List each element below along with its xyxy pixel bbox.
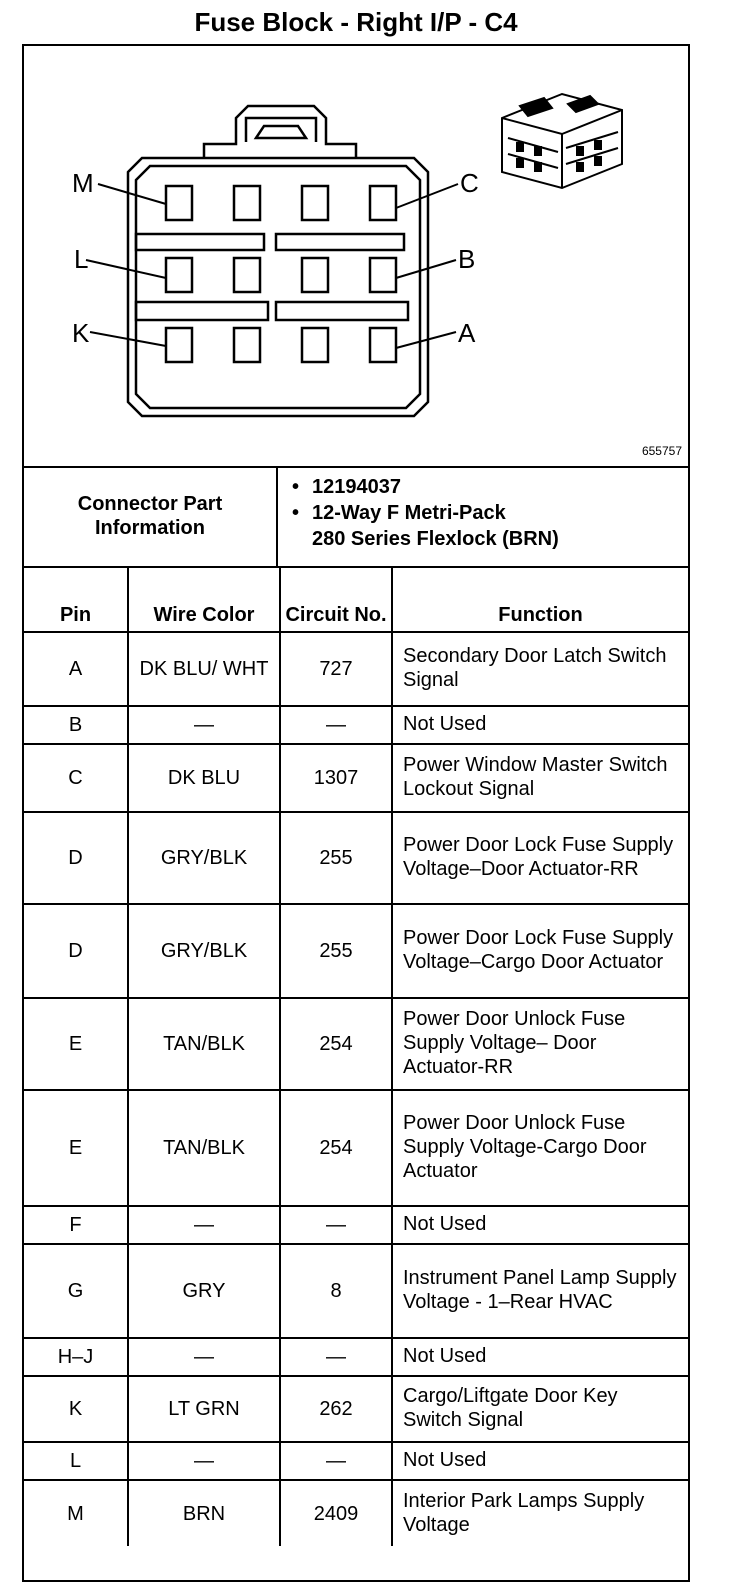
- pin-cell: G: [24, 1244, 128, 1338]
- table-row: [24, 1090, 688, 1206]
- header-circuit-no: Circuit No.: [280, 568, 392, 632]
- function-cell: Not Used: [392, 1442, 688, 1480]
- description-line-2: 280 Series Flexlock (BRN): [312, 528, 559, 550]
- pin-cell: E: [24, 1090, 128, 1206]
- pin-cell: F: [24, 1206, 128, 1244]
- function-cell: Power Window Master Switch Lockout Signal: [392, 744, 688, 812]
- pin-cell: L: [24, 1442, 128, 1480]
- table-row: [24, 744, 688, 812]
- wire-color-cell: TAN/BLK: [128, 998, 280, 1090]
- function-cell: Cargo/Liftgate Door Key Switch Signal: [392, 1376, 688, 1442]
- connector-isometric-icon: [502, 94, 622, 188]
- circuit-cell: 255: [280, 812, 392, 904]
- wire-color-cell: —: [128, 1206, 280, 1244]
- pin-cell: M: [24, 1480, 128, 1546]
- circuit-cell: 1307: [280, 744, 392, 812]
- function-cell: Power Door Unlock Fuse Supply Voltage– Door Actuator-RR: [392, 998, 688, 1090]
- wire-color-cell: LT GRN: [128, 1376, 280, 1442]
- page-title: Fuse Block - Right I/P - C4: [194, 7, 518, 37]
- pin-cell: D: [24, 812, 128, 904]
- function-cell: Power Door Lock Fuse Supply Voltage–Cargo Door Actuator: [392, 904, 688, 998]
- circuit-cell: —: [280, 1442, 392, 1480]
- circuit-cell: —: [280, 706, 392, 744]
- circuit-cell: —: [280, 1338, 392, 1376]
- function-cell: Interior Park Lamps Supply Voltage: [392, 1480, 688, 1546]
- wire-color-cell: GRY/BLK: [128, 812, 280, 904]
- table-row: [24, 904, 688, 998]
- pin-label-a: A: [458, 318, 476, 348]
- table-row: [24, 1376, 688, 1442]
- table-row: [24, 632, 688, 706]
- function-cell: Not Used: [392, 1206, 688, 1244]
- function-cell: Secondary Door Latch Switch Signal: [392, 632, 688, 706]
- table-row: [24, 812, 688, 904]
- pin-table: [24, 568, 688, 1546]
- description-line-1: 12-Way F Metri-Pack: [312, 502, 506, 524]
- function-cell: Not Used: [392, 706, 688, 744]
- circuit-cell: 262: [280, 1376, 392, 1442]
- wire-color-cell: GRY/BLK: [128, 904, 280, 998]
- pin-label-l: L: [74, 244, 89, 274]
- function-cell: Power Door Lock Fuse Supply Voltage–Door Actuator-RR: [392, 812, 688, 904]
- connector-sheet: [22, 44, 690, 1582]
- function-cell: Power Door Unlock Fuse Supply Voltage-Cargo Door Actuator: [392, 1090, 688, 1206]
- table-row: [24, 706, 688, 744]
- wire-color-cell: —: [128, 1442, 280, 1480]
- header-function: Function: [392, 568, 688, 632]
- connector-info-list: [286, 474, 559, 552]
- header-wire-color: Wire Color: [128, 568, 280, 632]
- wire-color-cell: DK BLU: [128, 744, 280, 812]
- wire-color-cell: —: [128, 706, 280, 744]
- part-number: • 12194037: [286, 474, 559, 500]
- circuit-cell: 254: [280, 998, 392, 1090]
- pin-cavity-grid: [166, 186, 396, 362]
- table-row: [24, 1244, 688, 1338]
- table-row: [24, 1206, 688, 1244]
- wire-color-cell: GRY: [128, 1244, 280, 1338]
- pin-cell: A: [24, 632, 128, 706]
- pin-cell: D: [24, 904, 128, 998]
- table-row: [24, 1442, 688, 1480]
- pin-cell: B: [24, 706, 128, 744]
- wire-color-cell: DK BLU/ WHT: [128, 632, 280, 706]
- circuit-cell: 254: [280, 1090, 392, 1206]
- pin-cell: E: [24, 998, 128, 1090]
- table-row: [24, 998, 688, 1090]
- pin-cell: K: [24, 1376, 128, 1442]
- connector-description: [286, 500, 559, 552]
- pin-label-b: B: [458, 244, 476, 274]
- table-header-row: [24, 568, 688, 632]
- table-row: [24, 1480, 688, 1546]
- circuit-cell: 2409: [280, 1480, 392, 1546]
- connector-diagram: [24, 46, 688, 468]
- wire-color-cell: TAN/BLK: [128, 1090, 280, 1206]
- circuit-cell: 8: [280, 1244, 392, 1338]
- connector-info-label: Connector Part Information: [24, 466, 278, 566]
- wire-color-cell: BRN: [128, 1480, 280, 1546]
- pin-cell: H–J: [24, 1338, 128, 1376]
- connector-face-drawing: [24, 46, 688, 466]
- function-cell: Not Used: [392, 1338, 688, 1376]
- pin-label-c: C: [460, 168, 479, 198]
- pin-label-k: K: [72, 318, 90, 348]
- table-row: [24, 1338, 688, 1376]
- pin-cell: C: [24, 744, 128, 812]
- function-cell: Instrument Panel Lamp Supply Voltage - 1–Rear HVAC: [392, 1244, 688, 1338]
- circuit-cell: —: [280, 1206, 392, 1244]
- connector-part-information: [24, 466, 688, 568]
- pin-label-m: M: [72, 168, 94, 198]
- circuit-cell: 727: [280, 632, 392, 706]
- circuit-cell: 255: [280, 904, 392, 998]
- wire-color-cell: —: [128, 1338, 280, 1376]
- header-pin: Pin: [24, 568, 128, 632]
- diagram-reference-number: 655757: [641, 444, 682, 458]
